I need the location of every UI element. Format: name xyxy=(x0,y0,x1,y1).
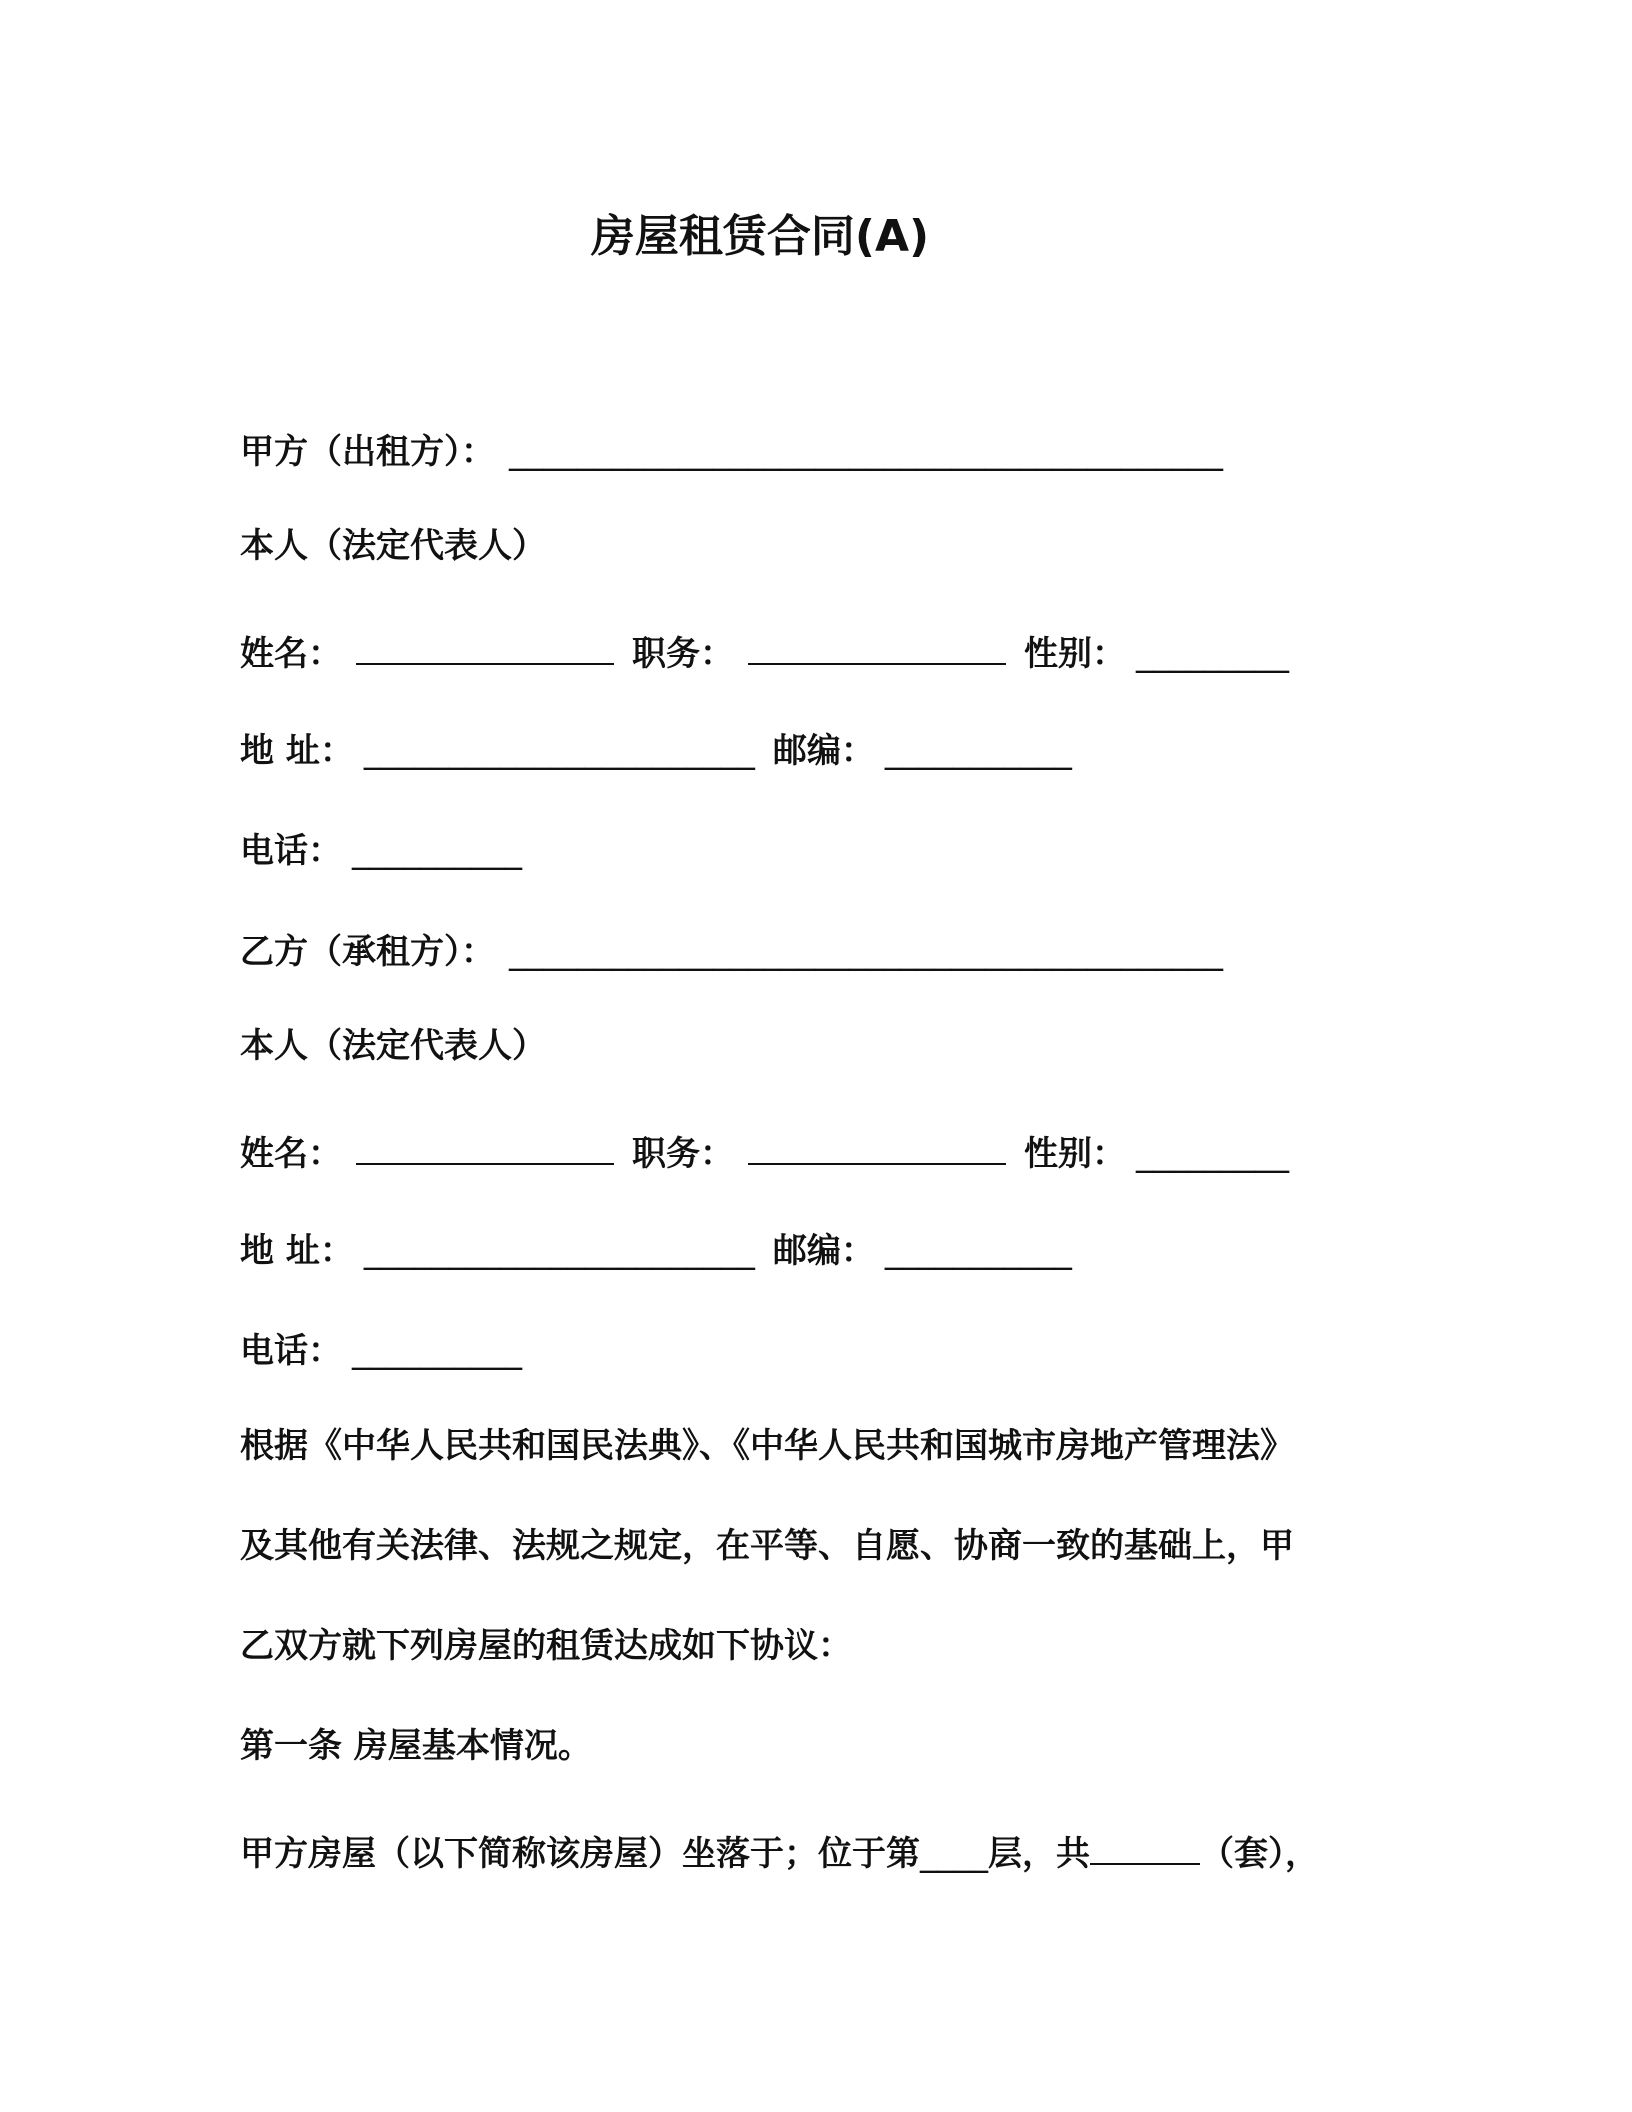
article-1-line xyxy=(240,1827,1319,1878)
article-1-text-part3: （套）， xyxy=(1200,1834,1319,1874)
party-b-position-field[interactable] xyxy=(748,1127,1006,1165)
party-b-gender-blank[interactable]: _________ xyxy=(1136,1134,1289,1174)
article-1-heading: 第一条 房屋基本情况。 xyxy=(240,1726,592,1766)
party-a-name-field[interactable] xyxy=(356,627,614,665)
party-b-rep-label: 本人（法定代表人） xyxy=(240,1026,546,1066)
party-b-name-label: 姓名： xyxy=(240,1134,342,1174)
party-a-header-blank[interactable]: __________________________________________ xyxy=(509,432,1223,472)
party-a-phone-blank[interactable]: __________ xyxy=(352,831,522,871)
party-a-header-label: 甲方（出租方）： xyxy=(240,432,495,472)
article-1-units-field[interactable] xyxy=(1090,1827,1200,1865)
preamble-line-3: 乙双方就下列房屋的租赁达成如下协议： xyxy=(240,1626,852,1666)
party-a-zip-blank[interactable]: ___________ xyxy=(884,731,1072,771)
party-b-address-label: 地 址： xyxy=(240,1231,354,1271)
party-b-address-line xyxy=(240,1227,1072,1275)
party-b-header-label: 乙方（承租方）： xyxy=(240,932,495,972)
party-a-address-label: 地 址： xyxy=(240,731,354,771)
party-a-phone-line xyxy=(240,827,522,875)
party-a-name-line xyxy=(240,627,1289,678)
party-b-zip-label: 邮编： xyxy=(772,1231,875,1271)
party-b-phone-line xyxy=(240,1327,522,1375)
party-a-address-blank[interactable]: _______________________ xyxy=(363,731,755,771)
party-a-position-label: 职务： xyxy=(632,634,734,674)
article-1-text-part1: 甲方房屋（以下简称该房屋）坐落于；位于第 xyxy=(240,1834,920,1874)
party-b-name-line xyxy=(240,1127,1289,1178)
party-a-name-label: 姓名： xyxy=(240,634,342,674)
party-a-gender-label: 性别： xyxy=(1024,634,1126,674)
party-b-name-field[interactable] xyxy=(356,1127,614,1165)
party-b-zip-blank[interactable]: ___________ xyxy=(884,1231,1072,1271)
party-a-phone-label: 电话： xyxy=(240,831,342,871)
party-b-header-blank[interactable]: __________________________________________ xyxy=(509,932,1223,972)
party-b-rep-line xyxy=(240,1022,546,1070)
article-1-text-part2: 层，共 xyxy=(988,1834,1090,1874)
party-a-position-field[interactable] xyxy=(748,627,1006,665)
party-b-position-label: 职务： xyxy=(632,1134,734,1174)
party-b-gender-label: 性别： xyxy=(1024,1134,1126,1174)
document-title: 房屋租赁合同(A) xyxy=(590,211,930,262)
party-a-zip-label: 邮编： xyxy=(772,731,875,771)
party-a-rep-line xyxy=(240,522,546,570)
party-a-rep-label: 本人（法定代表人） xyxy=(240,526,546,566)
preamble-line-2: 及其他有关法律、法规之规定，在平等、自愿、协商一致的基础上，甲 xyxy=(240,1526,1294,1566)
party-a-gender-blank[interactable]: _________ xyxy=(1136,634,1289,674)
party-a-address-line xyxy=(240,727,1072,775)
party-b-header-line xyxy=(240,928,1223,976)
article-1-floor-blank[interactable]: ____ xyxy=(920,1834,988,1874)
party-b-address-blank[interactable]: _______________________ xyxy=(363,1231,755,1271)
party-b-phone-label: 电话： xyxy=(240,1331,342,1371)
party-b-phone-blank[interactable]: __________ xyxy=(352,1331,522,1371)
party-a-header-line xyxy=(240,428,1223,476)
preamble-line-1: 根据《中华人民共和国民法典》、《中华人民共和国城市房地产管理法》 xyxy=(240,1426,1294,1466)
